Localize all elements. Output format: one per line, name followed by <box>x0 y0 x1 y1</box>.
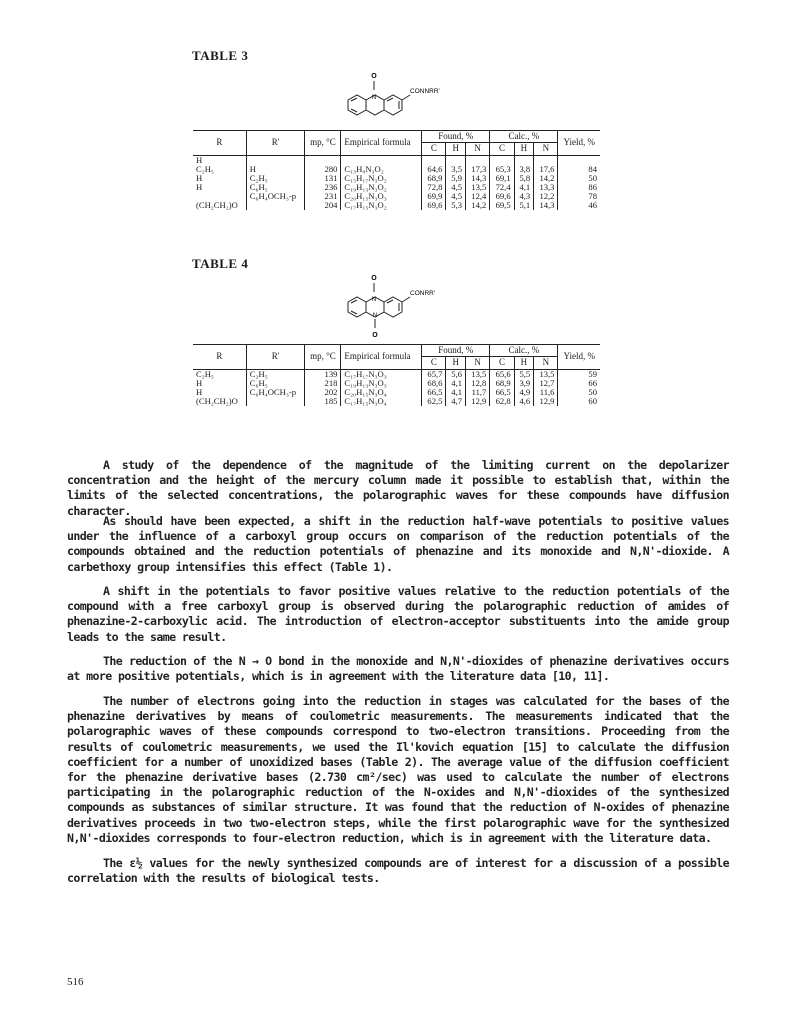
paragraph-4: The reduction of the N → O bond in the monoxide and N,N'-dioxides of phenazine derivatives occurs at more positive potentials, which is in agreement with the literature data [10, 11]. <box>67 654 729 684</box>
header-formula: Empirical formula <box>341 345 422 370</box>
header-calc-n: N <box>534 357 558 369</box>
paragraph-2: As should have been expected, a shift in the reduction half-wave potentials to positive values under the influence of a carboxyl group occurs on comparison of the reduction potentials of the compounds obtained and the reduction potentials of phenazine and its monoxide and N,N'-dioxide. A carbethoxy group intensifies this effect (Table 1). <box>67 514 729 574</box>
header-found-c: C <box>422 143 446 155</box>
paragraph-5: The number of electrons going into the reduction in stages was calculated for the bases of the phenazine derivatives by means of coulometric measurements. The measurements indicated that the polarographic waves of these compounds correspond to two-electron transitions. Proceeding from the results of coulometric measurements, we used the Il'kovich equation [15] to calculate the diffusion coefficient for a number of unoxidized bases (Table 2). The average value of the diffusion coefficient for the phenazine derivative bases (2.730 cm²/sec) was used to calculate the number of electrons participating in the polarographic reduction of the N-oxides and N,N'-dioxides of the synthesized compounds as substances of similar structure. It was found that the reduction of N-oxides of phenazine derivatives proceeds in two two-electron steps, while the first polarographic wave for the synthesized N,N'-dioxides corresponds to four-electron reduction, which is in agreement with the literature data. <box>67 694 729 845</box>
header-found-n: N <box>466 357 490 369</box>
header-formula: Empirical formula <box>341 131 422 156</box>
table-4-title: TABLE 4 <box>192 256 249 271</box>
header-found-n: N <box>466 143 490 155</box>
table-row: H C₆H₄OCH₃-p 202 C₂₀H₁₅N₃O₄ 66,5 4,1 11,7 66,5 4,9 11,6 50 <box>193 388 600 397</box>
header-found: Found, % <box>422 345 490 357</box>
page-number: 516 <box>67 976 84 988</box>
table-row: C₆H₄OCH₃-p 231 C₂₀H₁₅N₃O₃ 69,9 4,5 12,4 69,6 4,3 12,2 78 <box>193 192 600 201</box>
table-4-phenazine-dioxide-structure <box>338 270 488 342</box>
header-calc-c: C <box>490 143 514 155</box>
header-calc-n: N <box>534 143 558 155</box>
table-3 <box>193 130 600 210</box>
oxide-oxygen-label: O <box>371 73 377 80</box>
svg-text:N: N <box>371 297 377 303</box>
table-3-phenazine-monoxide-structure <box>338 68 488 126</box>
table-row: (CH₂CH₂)O 204 C₁₇H₁₅N₃O₂ 69,6 5,3 14,2 69,5 5,1 14,3 46 <box>193 201 600 210</box>
header-r: R <box>193 345 246 370</box>
header-yield: Yield, % <box>558 131 600 156</box>
header-found: Found, % <box>422 131 490 143</box>
table-row: H <box>193 155 600 165</box>
header-found-h: H <box>446 357 466 369</box>
header-calc-c: C <box>490 357 514 369</box>
table-row: H C₆H₅ 218 C₁₉H₁₃N₃O₃ 68,6 4,1 12,8 68,9 3,9 12,7 66 <box>193 379 600 388</box>
table-row: H C₆H₅ 236 C₁₉H₁₃N₃O₂ 72,8 4,5 13,5 72,4 4,1 13,3 86 <box>193 183 600 192</box>
header-r: R <box>193 131 246 156</box>
paragraph-6: The ε½ values for the newly synthesized compounds are of interest for a discussion of a possible correlation with the results of biological tests. <box>67 856 729 886</box>
header-found-h: H <box>446 143 466 155</box>
table-row: C₂H₅ H 280 C₁₃H₉N₃O₂ 64,6 3,5 17,3 65,3 3,8 17,6 84 <box>193 165 600 174</box>
paragraph-1: A study of the dependence of the magnitude of the limiting current on the depolarizer concentration and the height of the mercury column made it possible to establish that, within the limits of the selected concentrations, the polarographic waves for these compounds have diffusion character. <box>67 458 729 518</box>
oxide-oxygen-bottom-label: O <box>372 332 378 339</box>
table-row: (CH₂CH₂)O 185 C₁₇H₁₅N₃O₄ 62,5 4,7 12,9 62,8 4,6 12,9 60 <box>193 397 600 406</box>
header-calc: Calc., % <box>490 345 558 357</box>
table-4 <box>193 344 600 406</box>
header-mp: mp, °C <box>305 345 341 370</box>
table-3-title: TABLE 3 <box>192 48 249 63</box>
header-calc-h: H <box>514 357 534 369</box>
svg-text:N: N <box>371 95 377 101</box>
header-r-prime: R' <box>246 131 305 156</box>
carboxamide-substituent-label: CONNRR' <box>410 88 440 95</box>
header-calc-h: H <box>514 143 534 155</box>
header-r-prime: R' <box>246 345 305 370</box>
header-calc: Calc., % <box>490 131 558 143</box>
header-mp: mp, °C <box>305 131 341 156</box>
oxide-oxygen-top-label: O <box>371 275 377 282</box>
svg-text:N: N <box>372 313 378 319</box>
table-row: C₂H₅ C₂H₅ 139 C₁₇H₁₇N₃O₃ 65,7 5,6 13,5 65,6 5,5 13,5 59 <box>193 369 600 379</box>
header-found-c: C <box>422 357 446 369</box>
carboxamide-substituent-label: CONRR' <box>410 290 436 297</box>
paragraph-3: A shift in the potentials to favor positive values relative to the reduction potentials of the compound with a free carboxyl group is observed during the polarographic reduction of amides of phenazine-2-carboxylic acid. The introduction of electron-acceptor substituents into the amide group leads to the same result. <box>67 584 729 644</box>
header-yield: Yield, % <box>558 345 600 370</box>
table-row: H C₂H₅ 131 C₁₅H₁₇N₃O₂ 68,9 5,9 14,3 69,1 5,8 14,2 50 <box>193 174 600 183</box>
